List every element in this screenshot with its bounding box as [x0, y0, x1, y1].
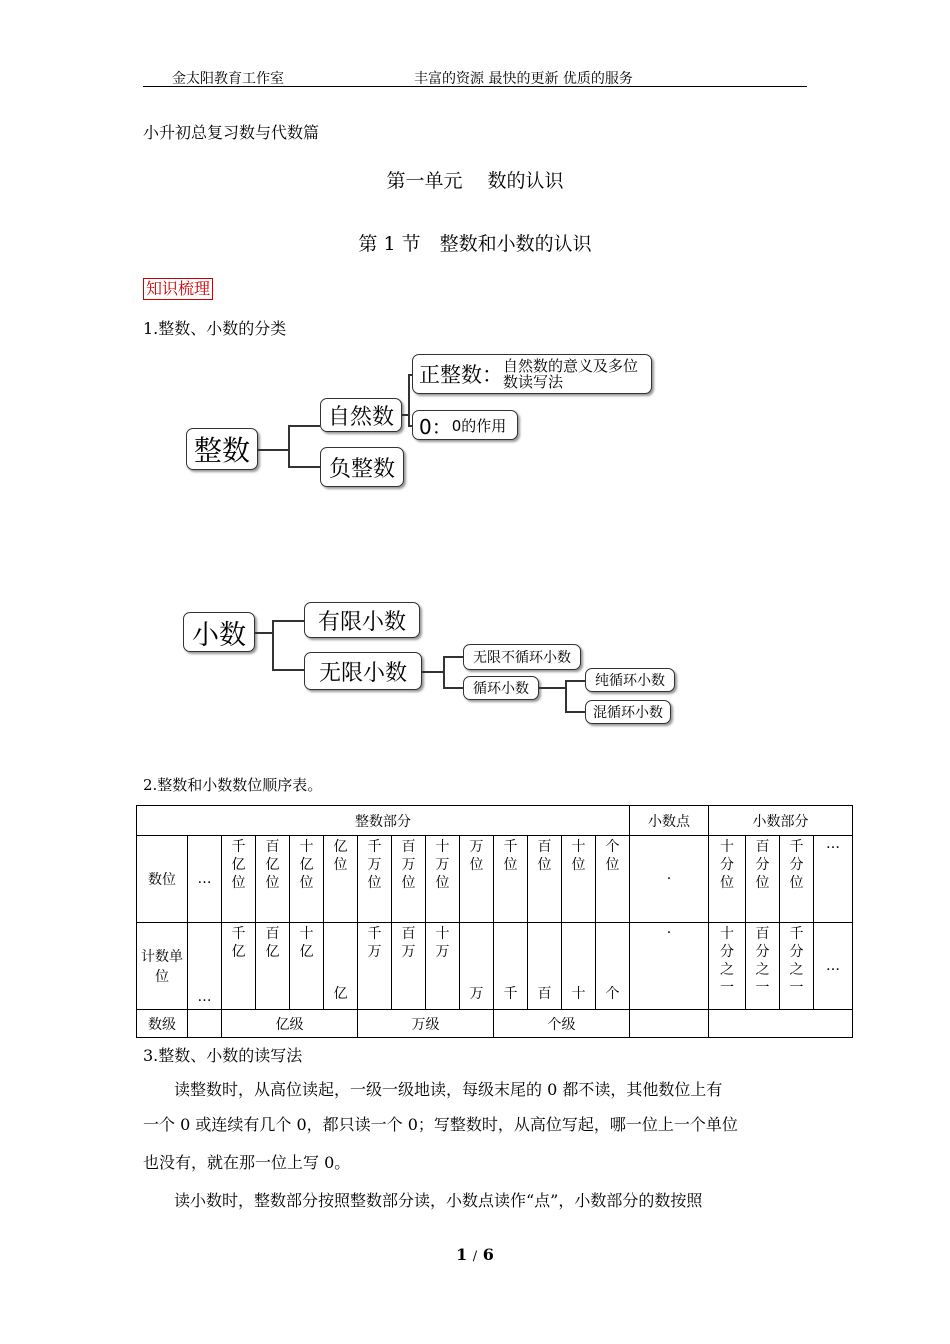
decimal-place-cell: 千 分 位: [780, 836, 814, 923]
ellipsis: …: [188, 923, 222, 1010]
paragraph-line: 也没有，就在那一位上写 0。: [143, 1153, 351, 1172]
connector: [443, 687, 463, 689]
connector: [422, 671, 444, 673]
page-current: 1: [456, 1245, 468, 1264]
subtitle: 小升初总复习数与代数篇: [143, 123, 320, 142]
page-separator: /: [472, 1249, 478, 1264]
place-value-table: [136, 805, 853, 1038]
connector: [272, 669, 304, 671]
level-cell: 万级: [358, 1010, 494, 1038]
level-cell: 亿级: [222, 1010, 358, 1038]
connector: [272, 620, 304, 622]
paragraph-line: 一个 0 或连续有几个 0，都只读一个 0；写整数时，从高位写起，哪一位上一个单位: [143, 1115, 738, 1134]
node-integer: 整数: [186, 428, 258, 470]
node-repeating: 循环小数: [463, 676, 539, 700]
decimal-unit-cell: 千 分 之 一: [780, 923, 814, 1010]
table-header-decimal: 小数部分: [709, 806, 853, 836]
knowledge-tag: 知识梳理: [143, 278, 213, 300]
zero-note: 0的作用: [451, 416, 507, 435]
connector: [288, 466, 320, 468]
zero-label: 0：: [419, 414, 452, 439]
node-pure-repeating: 纯循环小数: [585, 668, 675, 692]
place-cell: 百 亿 位: [256, 836, 290, 923]
place-cell: 百 位: [528, 836, 562, 923]
place-cell: 十 位: [562, 836, 596, 923]
decimal-point: ·: [630, 923, 709, 1010]
place-cell: 个 位: [596, 836, 630, 923]
connector: [288, 425, 290, 467]
positive-label: 正整数：: [419, 363, 503, 387]
unit-cell: 亿: [324, 923, 358, 1010]
ellipsis: …: [814, 923, 853, 1010]
place-cell: 千 万 位: [358, 836, 392, 923]
unit-cell: 千: [494, 923, 528, 1010]
heading-classification: 1.整数、小数的分类: [143, 319, 287, 338]
header-right: 丰富的资源 最快的更新 优质的服务: [414, 71, 633, 87]
table-row-levels: [137, 1010, 853, 1038]
decimal-unit-cell: 百 分 之 一: [746, 923, 780, 1010]
connector: [255, 632, 273, 634]
empty-cell: [188, 1010, 222, 1038]
header-rule: [143, 86, 807, 87]
unit-cell: 百 亿: [256, 923, 290, 1010]
empty-cell: [630, 1010, 709, 1038]
node-positive: [412, 354, 652, 394]
ellipsis: …: [188, 836, 222, 923]
row-label-levels: 数级: [137, 1010, 188, 1038]
heading-read-write: 3.整数、小数的读写法: [143, 1046, 303, 1065]
connector: [272, 620, 274, 670]
unit-cell: 百: [528, 923, 562, 1010]
connector: [258, 449, 288, 451]
node-negative: 负整数: [320, 447, 404, 487]
connector: [443, 656, 445, 688]
decimal-place-cell: 百 分 位: [746, 836, 780, 923]
section-title: 第 1 节 整数和小数的认识: [358, 233, 592, 255]
table-row-units: [137, 923, 853, 1010]
unit-cell: 十 万: [426, 923, 460, 1010]
table-row-places: [137, 836, 853, 923]
connector: [565, 680, 585, 682]
connector: [408, 374, 410, 426]
header-left: 金太阳教育工作室: [172, 71, 284, 87]
node-mixed-repeating: 混循环小数: [585, 700, 671, 724]
node-infinite: 无限小数: [304, 652, 422, 690]
empty-cell: [709, 1010, 853, 1038]
connector: [565, 680, 567, 712]
table-header-integer: 整数部分: [137, 806, 630, 836]
unit-cell: 千 万: [358, 923, 392, 1010]
table-header-point: 小数点: [630, 806, 709, 836]
place-cell: 千 位: [494, 836, 528, 923]
decimal-point: ·: [630, 836, 709, 923]
place-cell: 亿 位: [324, 836, 358, 923]
positive-note: 自然数的意义及多位数读写法: [503, 357, 639, 391]
connector: [443, 656, 463, 658]
paragraph-line: 读整数时，从高位读起，一级一级地读，每级末尾的 0 都不读，其他数位上有: [174, 1080, 723, 1099]
row-label-units: 计数单位: [137, 923, 188, 1010]
place-cell: 万 位: [460, 836, 494, 923]
unit-title: 第一单元 数的认识: [386, 170, 564, 192]
unit-cell: 百 万: [392, 923, 426, 1010]
node-nonrepeating: 无限不循环小数: [463, 644, 581, 670]
heading-place-table: 2.整数和小数数位顺序表。: [143, 776, 323, 794]
unit-cell: 千 亿: [222, 923, 256, 1010]
ellipsis: …: [814, 836, 853, 923]
unit-cell: 万: [460, 923, 494, 1010]
connector: [565, 711, 585, 713]
level-cell: 个级: [494, 1010, 630, 1038]
place-cell: 十 万 位: [426, 836, 460, 923]
place-cell: 千 亿 位: [222, 836, 256, 923]
unit-cell: 十: [562, 923, 596, 1010]
unit-cell: 个: [596, 923, 630, 1010]
paragraph-line: 读小数时，整数部分按照整数部分读，小数点读作“点”，小数部分的数按照: [174, 1191, 703, 1210]
node-natural: 自然数: [320, 398, 402, 432]
page-total: 6: [482, 1245, 494, 1264]
decimal-place-cell: 十 分 位: [709, 836, 746, 923]
row-label-places: 数位: [137, 836, 188, 923]
node-decimal: 小数: [183, 612, 255, 652]
unit-cell: 十 亿: [290, 923, 324, 1010]
connector: [288, 425, 320, 427]
place-cell: 百 万 位: [392, 836, 426, 923]
place-cell: 十 亿 位: [290, 836, 324, 923]
node-zero: [412, 410, 518, 440]
connector: [539, 687, 565, 689]
decimal-unit-cell: 十 分 之 一: [709, 923, 746, 1010]
page-number: [0, 1245, 950, 1264]
node-finite: 有限小数: [304, 602, 420, 638]
